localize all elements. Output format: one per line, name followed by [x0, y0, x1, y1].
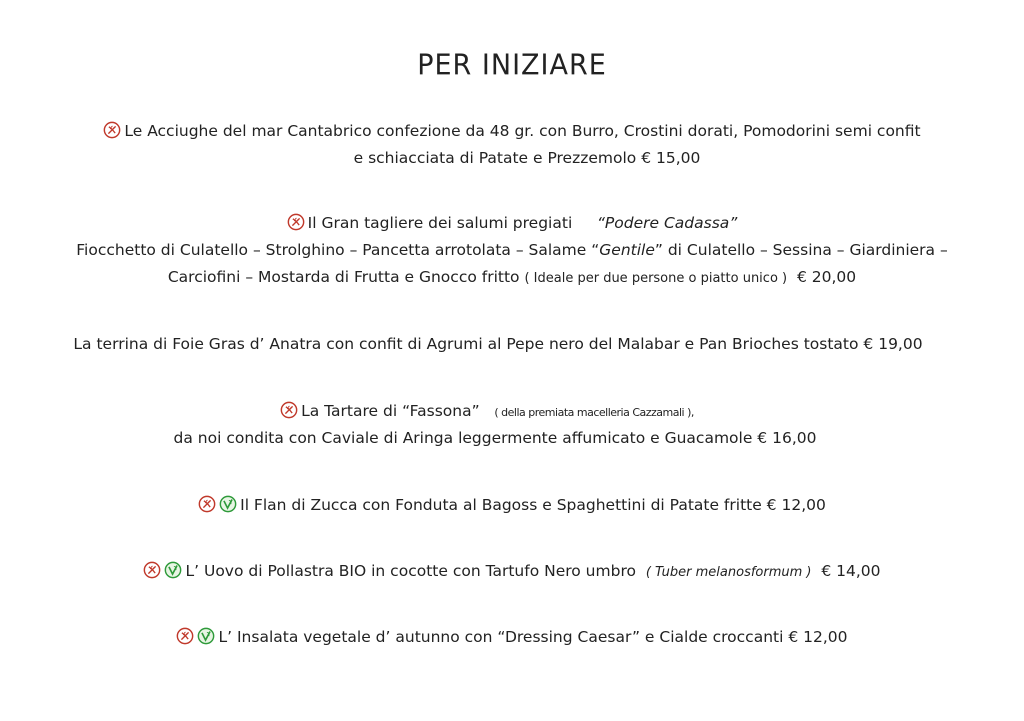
item-price: € 20,00 — [796, 268, 857, 286]
menu-item-foie-gras: La terrina di Foie Gras d’ Anatra con confit di Agrumi al Pepe nero del Malabar e Pan Brioches tostato € 19,00 — [73, 335, 923, 353]
menu-item-tartare-line2: da noi condita con Caviale di Aringa leggermente affumicato e Guacamole € 16,00 — [173, 429, 817, 447]
menu-item-acciughe-line2: e schiacciata di Patate e Prezzemolo € 15,00 — [353, 149, 701, 167]
menu-item-tartare — [0, 401, 1024, 423]
vegetarian-icon — [164, 561, 182, 579]
gluten-free-icon — [280, 401, 298, 419]
gluten-free-icon — [287, 213, 305, 231]
item-note: ( Ideale per due persone o piatto unico ) — [524, 271, 788, 286]
section-title: PER INIZIARE — [417, 49, 607, 82]
vegetarian-icon — [197, 627, 215, 645]
menu-item-flan — [0, 495, 1024, 515]
gluten-free-icon — [176, 627, 194, 645]
item-text: ” di Culatello – Sessina – Giardiniera – — [654, 241, 948, 259]
gluten-free-icon — [103, 121, 121, 139]
item-italic: “Podere Cadassa” — [596, 214, 738, 232]
menu-item-tagliere — [0, 213, 1024, 233]
menu-item-tagliere-line3 — [0, 267, 1024, 289]
item-text: L’ Uovo di Pollastra BIO in cocotte con Tartufo Nero umbro — [185, 562, 636, 580]
item-italic: ( Tuber melanosformum ) — [645, 565, 812, 580]
item-text: Il Flan di Zucca con Fonduta al Bagoss e Spaghettini di Patate fritte € 12,00 — [240, 496, 826, 514]
gluten-free-icon — [198, 495, 216, 513]
item-italic: Gentile — [599, 241, 655, 259]
menu-item-acciughe — [0, 121, 1024, 141]
item-note: ( della premiata macelleria Cazzamali ), — [494, 406, 694, 419]
item-text: Carciofini – Mostarda di Frutta e Gnocco fritto — [167, 268, 520, 286]
item-text: Le Acciughe del mar Cantabrico confezione da 48 gr. con Burro, Crostini dorati, Pomodorini semi confit — [124, 122, 921, 140]
vegetarian-icon — [219, 495, 237, 513]
gluten-free-icon — [143, 561, 161, 579]
menu-item-insalata — [0, 627, 1024, 647]
item-text: L’ Insalata vegetale d’ autunno con “Dressing Caesar” e Cialde croccanti € 12,00 — [218, 628, 848, 646]
item-text: Fiocchetto di Culatello – Strolghino – Pancetta arrotolata – Salame “ — [76, 241, 600, 259]
item-text: La Tartare di “Fassona” — [301, 402, 480, 420]
item-price: € 14,00 — [821, 562, 881, 580]
menu-item-uovo — [0, 561, 1024, 583]
item-text: Il Gran tagliere dei salumi pregiati — [307, 214, 573, 232]
menu-item-tagliere-line2 — [0, 240, 1024, 260]
